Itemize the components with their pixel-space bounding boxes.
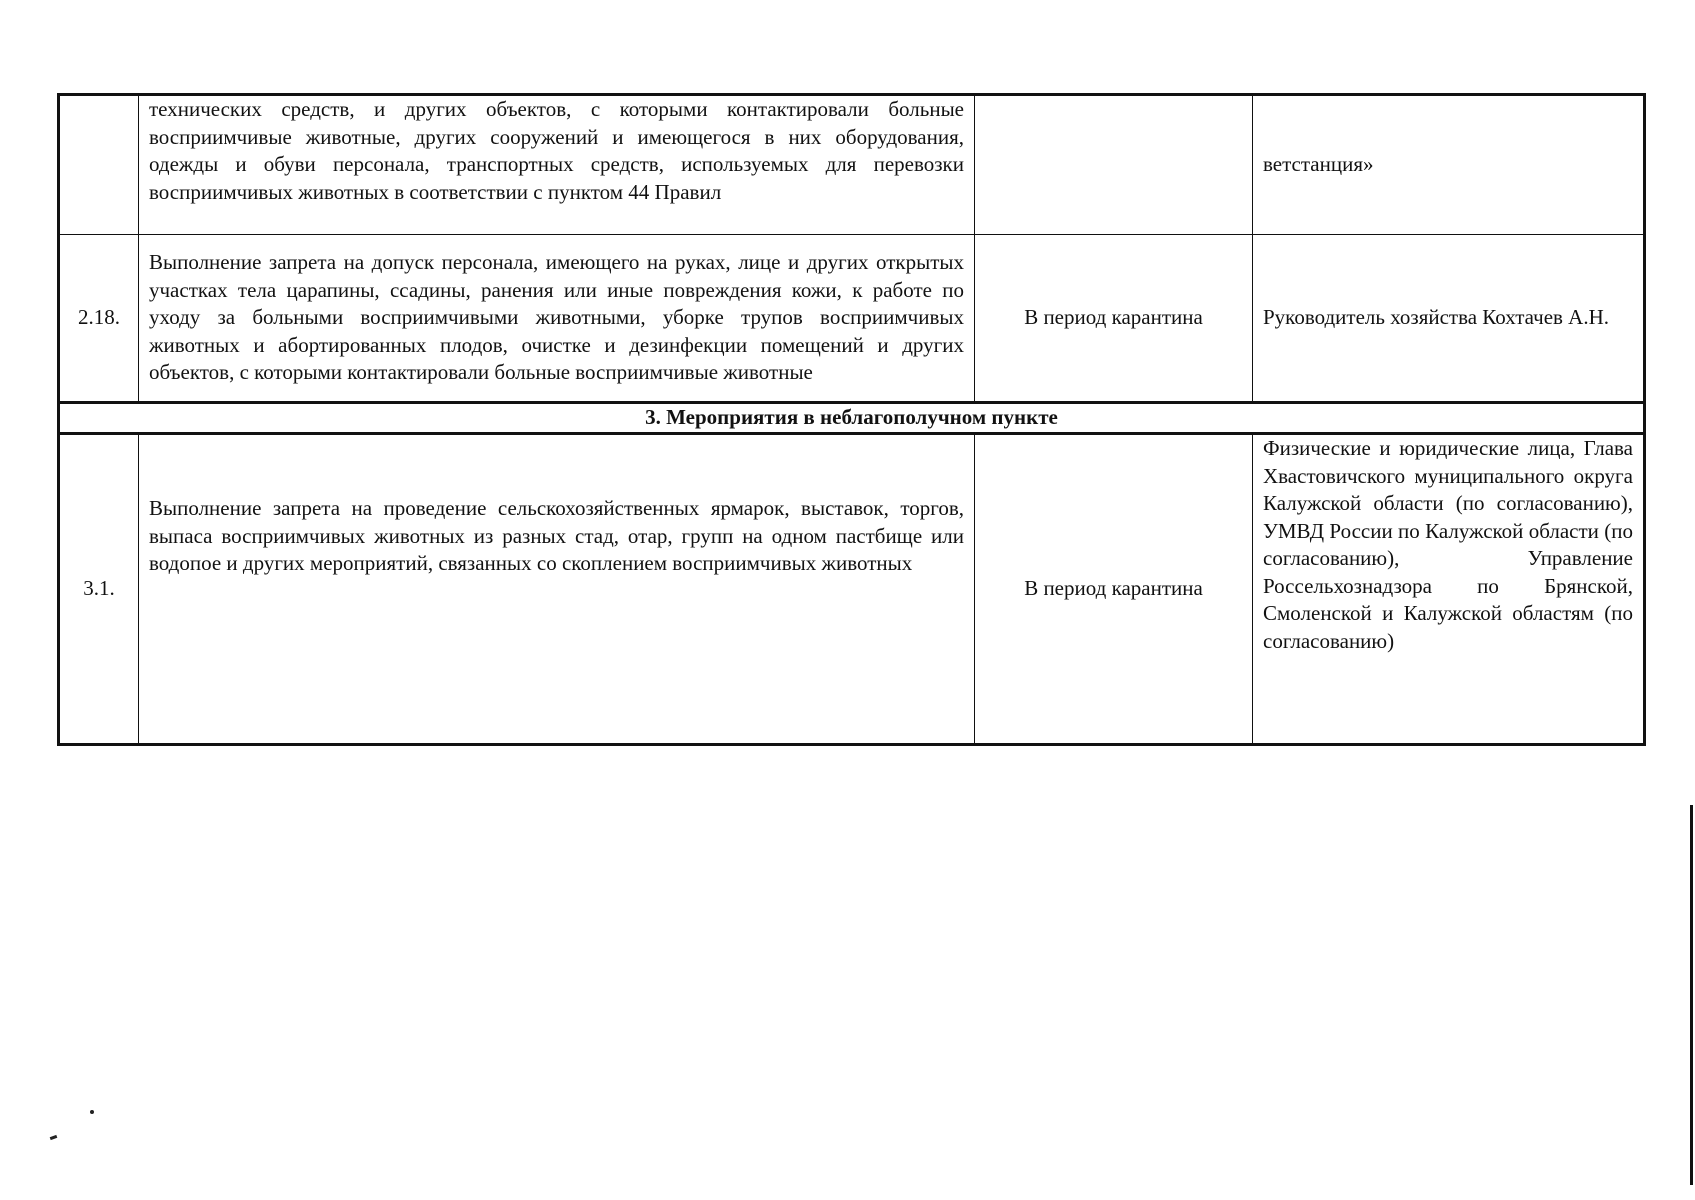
scan-speck bbox=[50, 1135, 58, 1140]
section-header-row bbox=[59, 403, 1645, 434]
section-title: 3. Мероприятия в неблагополучном пункте bbox=[59, 403, 1645, 434]
measures-table bbox=[57, 93, 1646, 746]
responsible-party: ветстанция» bbox=[1253, 95, 1645, 235]
item-number: 2.18. bbox=[59, 235, 139, 403]
measure-term: В период карантина bbox=[975, 434, 1253, 745]
item-number: 3.1. bbox=[59, 434, 139, 745]
measure-term bbox=[975, 95, 1253, 235]
table-row bbox=[59, 434, 1645, 745]
measure-description: Выполнение запрета на допуск персонала, имеющего на руках, лице и других открытых участках тела царапины, ссадины, ранения или иные повреждения кожи, к работе по уходу за больными восприимчивыми животными, уборке трупов восприимчивых животных и абортированных плодов, очистке и дезинфекции помещений и других объектов, с которыми контактировали больные восприимчивые животные bbox=[139, 235, 975, 403]
measure-description: технических средств, и других объектов, с которыми контактировали больные восприимчивые животные, других сооружений и имеющегося в них оборудования, одежды и обуви персонала, транспортных средств, используемых для перевозки восприимчивых животных в соответствии с пунктом 44 Правил bbox=[139, 95, 975, 235]
table-row bbox=[59, 95, 1645, 235]
measure-term: В период карантина bbox=[975, 235, 1253, 403]
responsible-party: Физические и юридические лица, Глава Хвастовичского муниципального округа Калужской области (по согласованию), УМВД России по Калужской области (по согласованию), Управление Россельхознадзора по Брянской, Смоленской и Калужской областям (по согласованию) bbox=[1253, 434, 1645, 745]
table-row bbox=[59, 235, 1645, 403]
measure-description: Выполнение запрета на проведение сельскохозяйственных ярмарок, выставок, торгов, выпаса восприимчивых животных из разных стад, отар, групп на одном пастбище или водопое и других мероприятий, связанных со скоплением восприимчивых животных bbox=[139, 434, 975, 745]
item-number bbox=[59, 95, 139, 235]
scan-speck bbox=[90, 1110, 94, 1114]
scan-edge-line bbox=[1690, 805, 1693, 1185]
responsible-party: Руководитель хозяйства Кохтачев А.Н. bbox=[1253, 235, 1645, 403]
